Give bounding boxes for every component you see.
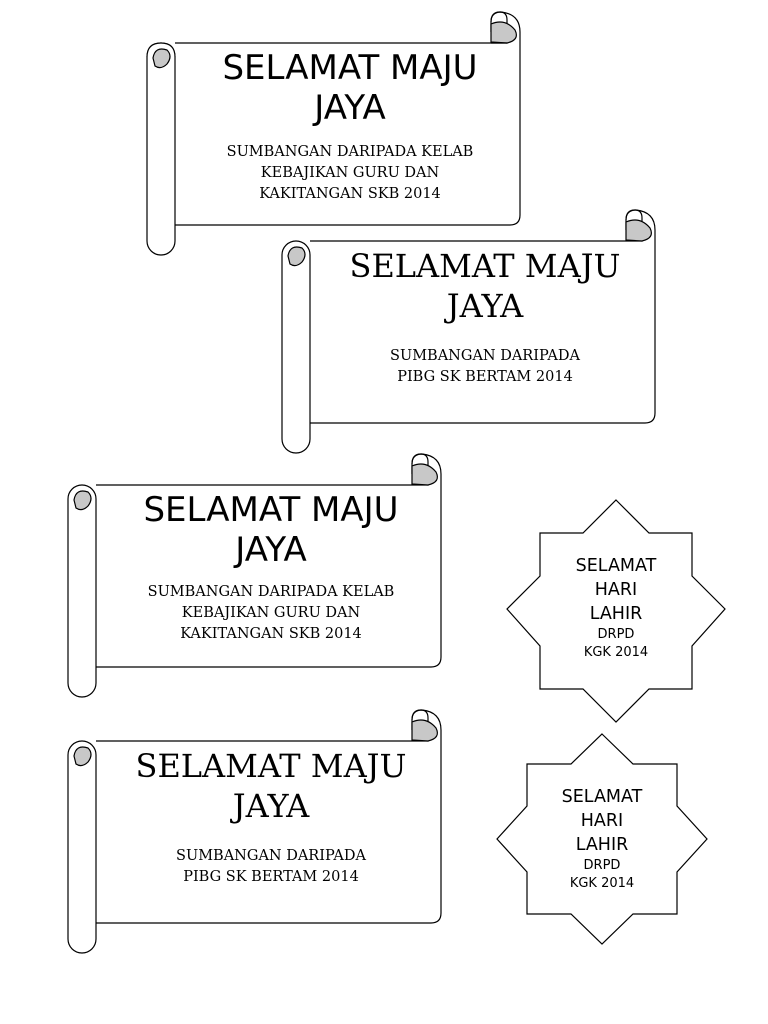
scroll-sub-line1: SUMBANGAN DARIPADA [176, 848, 366, 864]
scroll-sub-line3: KAKITANGAN SKB 2014 [259, 186, 441, 202]
star-line5: KGK 2014 [583, 645, 649, 660]
star-line5: KGK 2014 [569, 876, 635, 891]
scroll-subtitle [185, 142, 515, 205]
scroll-text-block [320, 246, 650, 388]
scroll-text-block [185, 48, 515, 205]
greeting-scroll-4 [66, 708, 446, 958]
birthday-star-1 [505, 498, 727, 724]
star-line1: SELAMAT [575, 556, 657, 576]
scroll-sub-line1: SUMBANGAN DARIPADA KELAB [226, 144, 474, 160]
scroll-title-line1: SELAMAT MAJU [222, 48, 478, 88]
star-text-block [495, 785, 709, 893]
greeting-scroll-2 [280, 208, 660, 458]
scroll-sub-line1: SUMBANGAN DARIPADA [390, 348, 580, 364]
star-line3: LAHIR [589, 604, 643, 624]
scroll-title-line2: JAYA [235, 530, 307, 570]
scroll-sub-line2: KEBAJIKAN GURU DAN [260, 165, 440, 181]
scroll-title-line1: SELAMAT MAJU [349, 247, 621, 285]
scroll-sub-line2: PIBG SK BERTAM 2014 [183, 869, 359, 885]
star-line2: HARI [594, 580, 638, 600]
star-line1: SELAMAT [561, 787, 643, 807]
star-line4: DRPD [597, 627, 635, 642]
scroll-title-line1: SELAMAT MAJU [143, 490, 399, 530]
scroll-text-block [106, 746, 436, 888]
scroll-title-line1: SELAMAT MAJU [135, 747, 407, 785]
scroll-subtitle [106, 846, 436, 888]
scroll-title-line2: JAYA [446, 287, 524, 325]
birthday-star-2 [495, 732, 709, 946]
scroll-title-line2: JAYA [232, 787, 310, 825]
star-line2: HARI [580, 811, 624, 831]
star-line4: DRPD [583, 858, 621, 873]
scroll-title-line2: JAYA [314, 88, 386, 128]
scroll-sub-line2: PIBG SK BERTAM 2014 [397, 369, 573, 385]
scroll-subtitle [106, 582, 436, 645]
scroll-sub-line3: KAKITANGAN SKB 2014 [180, 626, 362, 642]
greeting-scroll-3 [66, 452, 446, 702]
star-line3: LAHIR [575, 835, 629, 855]
scroll-subtitle [320, 346, 650, 388]
star-text-block [505, 554, 727, 662]
scroll-sub-line2: KEBAJIKAN GURU DAN [181, 605, 361, 621]
scroll-sub-line1: SUMBANGAN DARIPADA KELAB [147, 584, 395, 600]
scroll-text-block [106, 490, 436, 645]
